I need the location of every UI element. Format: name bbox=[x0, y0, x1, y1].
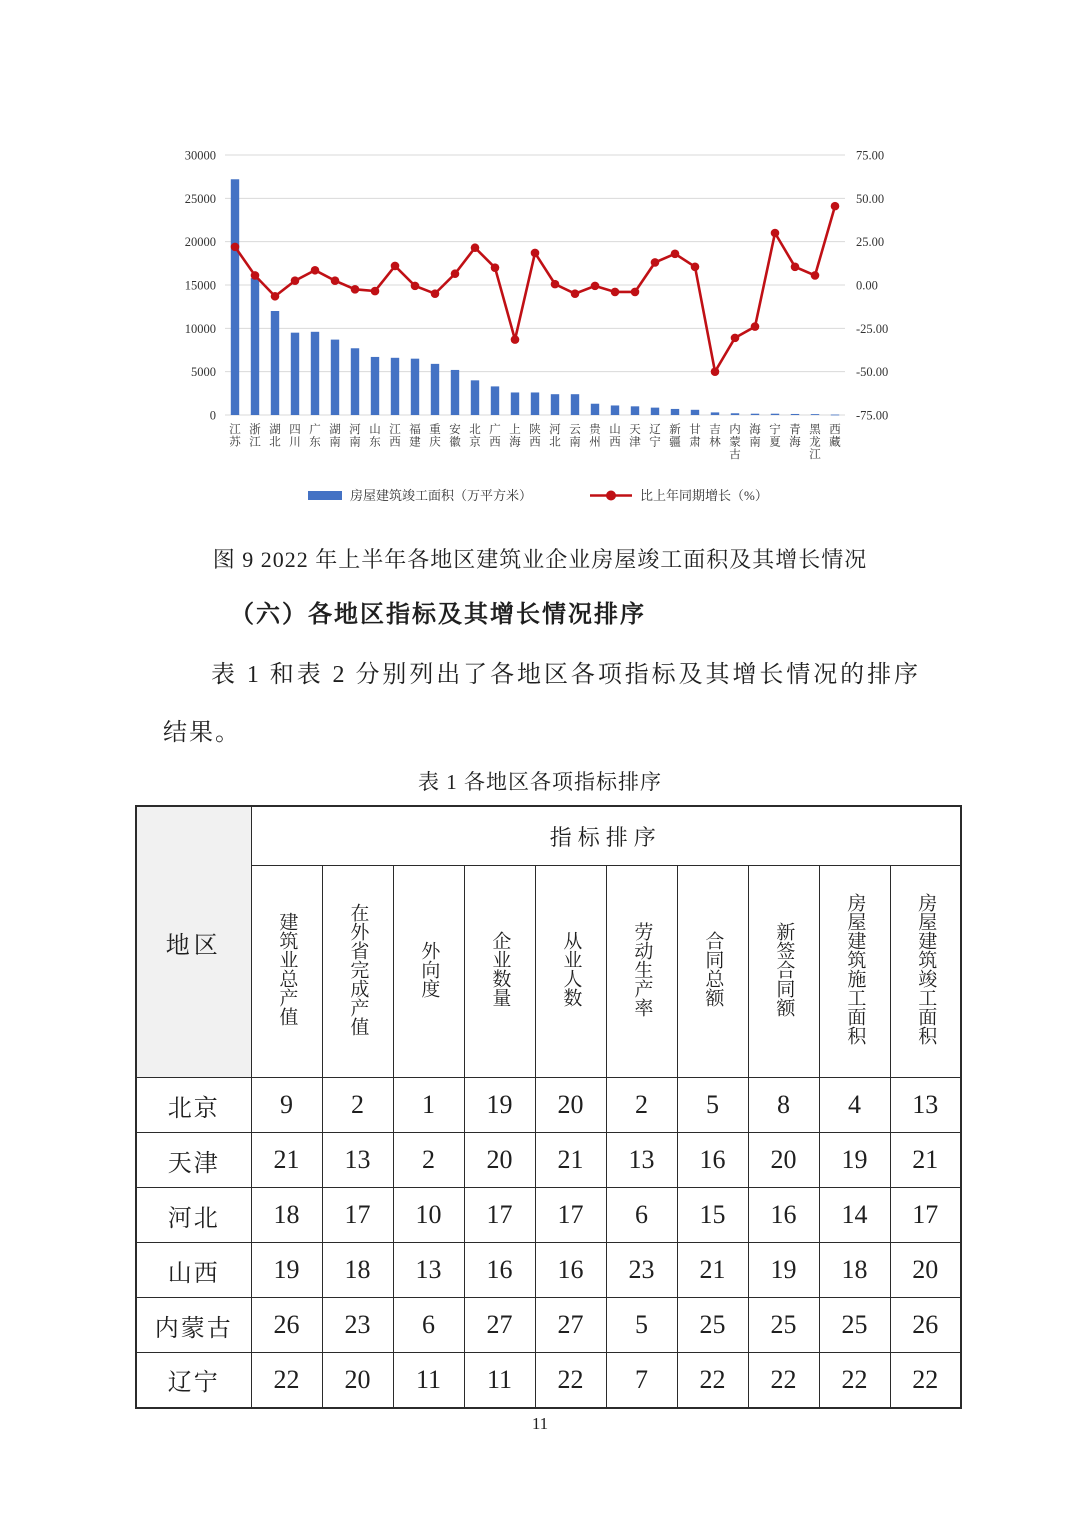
legend bbox=[308, 488, 768, 503]
header-col-9 bbox=[890, 866, 961, 1078]
rank-cell: 18 bbox=[322, 1243, 393, 1298]
svg-text:西藏: 西藏 bbox=[829, 424, 841, 449]
svg-text:河北: 河北 bbox=[549, 424, 561, 449]
svg-text:50.00: 50.00 bbox=[856, 191, 885, 206]
svg-text:河南: 河南 bbox=[349, 424, 361, 449]
svg-text:-25.00: -25.00 bbox=[856, 321, 889, 336]
svg-text:山西: 山西 bbox=[609, 424, 621, 449]
header-group: 指标排序 bbox=[251, 806, 961, 866]
rank-cell: 13 bbox=[606, 1133, 677, 1188]
rank-cell: 13 bbox=[322, 1133, 393, 1188]
svg-text:福建: 福建 bbox=[409, 424, 421, 449]
svg-text:湖北: 湖北 bbox=[269, 424, 281, 449]
rank-cell: 13 bbox=[890, 1078, 961, 1133]
section-heading: （六）各地区指标及其增长情况排序 bbox=[230, 602, 646, 628]
svg-text:重庆: 重庆 bbox=[429, 424, 441, 449]
svg-text:浙江: 浙江 bbox=[249, 424, 261, 449]
svg-text:青海: 青海 bbox=[789, 424, 801, 449]
rank-cell: 20 bbox=[535, 1078, 606, 1133]
svg-text:新疆: 新疆 bbox=[669, 424, 681, 449]
svg-text:0: 0 bbox=[209, 408, 216, 423]
svg-text:辽宁: 辽宁 bbox=[649, 424, 661, 449]
table-caption: 表 1 各地区各项指标排序 bbox=[418, 770, 662, 794]
region-cell: 河北 bbox=[136, 1188, 251, 1243]
table-row bbox=[136, 1298, 961, 1353]
header-col-2 bbox=[393, 866, 464, 1078]
header-col-5-label: 劳动生产率 bbox=[631, 921, 653, 1017]
rank-cell: 20 bbox=[464, 1133, 535, 1188]
svg-text:上海: 上海 bbox=[509, 424, 521, 449]
svg-text:云南: 云南 bbox=[569, 424, 581, 449]
rank-cell: 7 bbox=[606, 1353, 677, 1408]
rank-cell: 2 bbox=[322, 1078, 393, 1133]
rank-cell: 21 bbox=[535, 1133, 606, 1188]
rank-cell: 17 bbox=[322, 1188, 393, 1243]
rank-cell: 21 bbox=[251, 1133, 322, 1188]
svg-text:25.00: 25.00 bbox=[856, 235, 885, 250]
header-col-9-label: 房屋建筑竣工面积 bbox=[915, 893, 937, 1045]
rank-cell: 16 bbox=[464, 1243, 535, 1298]
svg-text:75.00: 75.00 bbox=[856, 148, 885, 163]
rank-cell: 19 bbox=[748, 1243, 819, 1298]
header-col-8-label: 房屋建筑施工面积 bbox=[844, 893, 866, 1045]
legend-bar-swatch bbox=[308, 491, 342, 500]
rank-cell: 20 bbox=[748, 1133, 819, 1188]
chart-svg bbox=[150, 133, 910, 518]
rank-cell: 19 bbox=[251, 1243, 322, 1298]
rank-cell: 10 bbox=[393, 1188, 464, 1243]
region-cell: 北京 bbox=[136, 1078, 251, 1133]
rank-cell: 23 bbox=[322, 1298, 393, 1353]
rank-cell: 22 bbox=[251, 1353, 322, 1408]
table-row bbox=[136, 1078, 961, 1133]
rank-cell: 11 bbox=[393, 1353, 464, 1408]
figure-caption: 图 9 2022 年上半年各地区建筑业企业房屋竣工面积及其增长情况 bbox=[212, 547, 868, 572]
rank-cell: 21 bbox=[677, 1243, 748, 1298]
svg-text:北京: 北京 bbox=[469, 424, 481, 449]
svg-text:30000: 30000 bbox=[184, 148, 216, 163]
header-col-3-label: 企业数量 bbox=[489, 931, 511, 1007]
svg-text:广东: 广东 bbox=[309, 424, 321, 449]
header-col-0-label: 建筑业总产值 bbox=[276, 912, 298, 1026]
header-col-7 bbox=[748, 866, 819, 1078]
svg-text:-75.00: -75.00 bbox=[856, 408, 889, 423]
bar-series bbox=[231, 179, 839, 415]
header-col-6-label: 合同总额 bbox=[702, 931, 724, 1007]
legend-bar-label: 房屋建筑竣工面积（万平方米） bbox=[350, 488, 533, 503]
rank-cell: 20 bbox=[890, 1243, 961, 1298]
rank-cell: 19 bbox=[464, 1078, 535, 1133]
svg-text:-50.00: -50.00 bbox=[856, 365, 889, 380]
rank-cell: 17 bbox=[890, 1188, 961, 1243]
svg-text:黑龙江: 黑龙江 bbox=[809, 424, 821, 461]
header-col-5 bbox=[606, 866, 677, 1078]
svg-text:山东: 山东 bbox=[369, 424, 381, 449]
region-cell: 山西 bbox=[136, 1243, 251, 1298]
rank-cell: 1 bbox=[393, 1078, 464, 1133]
region-cell: 内蒙古 bbox=[136, 1298, 251, 1353]
svg-text:0.00: 0.00 bbox=[856, 278, 878, 293]
svg-text:内蒙古: 内蒙古 bbox=[729, 424, 741, 461]
svg-text:天津: 天津 bbox=[629, 424, 641, 449]
svg-text:安徽: 安徽 bbox=[449, 424, 461, 449]
header-col-3 bbox=[464, 866, 535, 1078]
header-col-4-label: 从业人数 bbox=[560, 931, 582, 1007]
rank-cell: 16 bbox=[535, 1243, 606, 1298]
rank-cell: 18 bbox=[251, 1188, 322, 1243]
rank-cell: 22 bbox=[819, 1353, 890, 1408]
svg-text:25000: 25000 bbox=[184, 191, 216, 206]
region-cell: 天津 bbox=[136, 1133, 251, 1188]
svg-text:四川: 四川 bbox=[289, 424, 301, 449]
rank-cell: 19 bbox=[819, 1133, 890, 1188]
indicator-ranking-table bbox=[135, 805, 962, 1409]
svg-text:宁夏: 宁夏 bbox=[769, 424, 781, 449]
svg-text:甘肃: 甘肃 bbox=[689, 424, 701, 449]
right-axis-labels bbox=[856, 149, 888, 423]
svg-text:陕西: 陕西 bbox=[529, 424, 541, 449]
svg-text:15000: 15000 bbox=[184, 278, 216, 293]
table-row bbox=[136, 1243, 961, 1298]
rank-cell: 22 bbox=[890, 1353, 961, 1408]
rank-cell: 5 bbox=[677, 1078, 748, 1133]
body-paragraph: 表 1 和表 2 分别列出了各地区各项指标及其增长情况的排序结果。 bbox=[163, 662, 920, 746]
x-axis-labels bbox=[229, 422, 841, 461]
rank-cell: 8 bbox=[748, 1078, 819, 1133]
legend-line-label: 比上年同期增长（%） bbox=[640, 488, 768, 503]
rank-cell: 25 bbox=[748, 1298, 819, 1353]
rank-cell: 2 bbox=[393, 1133, 464, 1188]
svg-text:贵州: 贵州 bbox=[589, 424, 601, 449]
header-col-1 bbox=[322, 866, 393, 1078]
header-region: 地区 bbox=[136, 806, 251, 1078]
table-row bbox=[136, 1353, 961, 1408]
svg-text:10000: 10000 bbox=[184, 321, 216, 336]
left-axis-labels bbox=[185, 149, 216, 423]
rank-cell: 20 bbox=[322, 1353, 393, 1408]
svg-text:吉林: 吉林 bbox=[709, 424, 721, 449]
rank-cell: 5 bbox=[606, 1298, 677, 1353]
line-series bbox=[231, 202, 840, 376]
rank-cell: 16 bbox=[748, 1188, 819, 1243]
svg-text:广西: 广西 bbox=[489, 424, 501, 449]
rank-cell: 9 bbox=[251, 1078, 322, 1133]
svg-text:5000: 5000 bbox=[191, 365, 216, 380]
header-col-2-label: 外向度 bbox=[418, 940, 440, 998]
header-col-0 bbox=[251, 866, 322, 1078]
svg-text:海南: 海南 bbox=[749, 424, 761, 449]
table-row bbox=[136, 1133, 961, 1188]
rank-cell: 22 bbox=[677, 1353, 748, 1408]
rank-cell: 15 bbox=[677, 1188, 748, 1243]
region-cell: 辽宁 bbox=[136, 1353, 251, 1408]
rank-cell: 26 bbox=[251, 1298, 322, 1353]
rank-cell: 23 bbox=[606, 1243, 677, 1298]
header-col-4 bbox=[535, 866, 606, 1078]
rank-cell: 25 bbox=[677, 1298, 748, 1353]
rank-cell: 11 bbox=[464, 1353, 535, 1408]
rank-cell: 6 bbox=[606, 1188, 677, 1243]
rank-cell: 25 bbox=[819, 1298, 890, 1353]
svg-text:20000: 20000 bbox=[184, 235, 216, 250]
rank-cell: 21 bbox=[890, 1133, 961, 1188]
rank-cell: 17 bbox=[464, 1188, 535, 1243]
table-row bbox=[136, 1188, 961, 1243]
svg-text:江苏: 江苏 bbox=[229, 424, 241, 449]
page-number: 11 bbox=[531, 1414, 549, 1433]
rank-cell: 16 bbox=[677, 1133, 748, 1188]
rank-cell: 26 bbox=[890, 1298, 961, 1353]
rank-cell: 22 bbox=[748, 1353, 819, 1408]
svg-text:湖南: 湖南 bbox=[329, 424, 341, 449]
header-col-6 bbox=[677, 866, 748, 1078]
rank-cell: 14 bbox=[819, 1188, 890, 1243]
rank-cell: 27 bbox=[464, 1298, 535, 1353]
rank-cell: 18 bbox=[819, 1243, 890, 1298]
rank-cell: 17 bbox=[535, 1188, 606, 1243]
header-col-1-label: 在外省完成产值 bbox=[347, 902, 369, 1036]
header-col-7-label: 新签合同额 bbox=[773, 921, 795, 1017]
completion-area-combo-chart bbox=[150, 133, 910, 518]
rank-cell: 4 bbox=[819, 1078, 890, 1133]
svg-text:江西: 江西 bbox=[389, 424, 401, 449]
rank-cell: 6 bbox=[393, 1298, 464, 1353]
rank-cell: 22 bbox=[535, 1353, 606, 1408]
rank-cell: 2 bbox=[606, 1078, 677, 1133]
rank-cell: 27 bbox=[535, 1298, 606, 1353]
rank-cell: 13 bbox=[393, 1243, 464, 1298]
header-col-8 bbox=[819, 866, 890, 1078]
